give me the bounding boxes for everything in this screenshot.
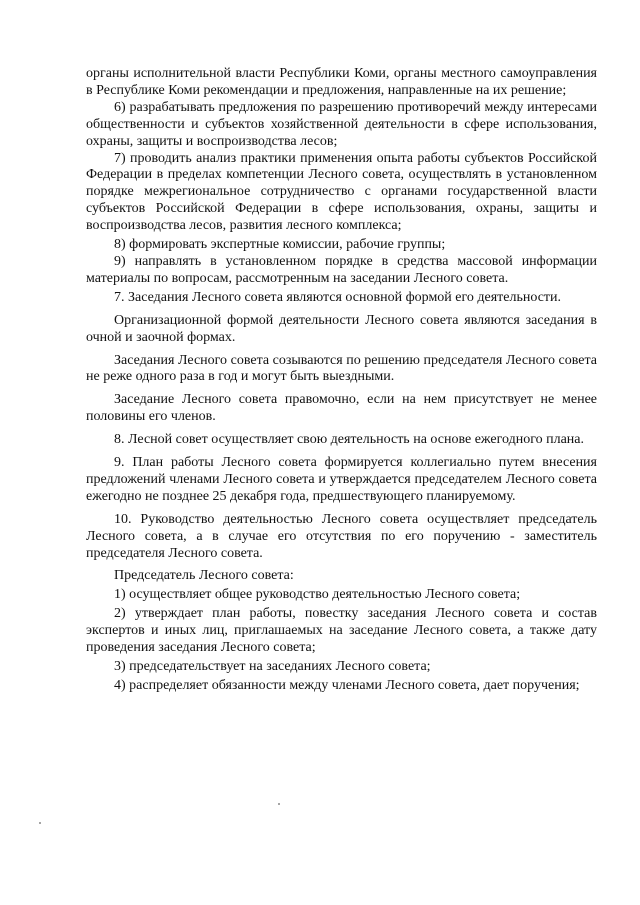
paragraph-section-7: 7. Заседания Лесного совета являются основной формой его деятельности. [114, 289, 562, 305]
paragraph-chairman-duty-3: 3) председательствует на заседаниях Лесного совета; [114, 659, 431, 674]
paragraph-organizational-form: Организационной формой деятельности Лесного совета являются заседания в очной и заочной формах. [86, 312, 597, 345]
scan-speck [278, 803, 280, 805]
paragraph-chairman-duty-1: 1) осуществляет общее руководство деятельностью Лесного совета; [114, 587, 521, 603]
scan-speck [39, 822, 41, 824]
paragraph-section-10: 10. Руководство деятельностью Лесного совета осуществляет председатель Лесного совета, а в случае его отсутствия по его поручению - заместитель председателя Лесного совета. [86, 511, 597, 561]
paragraph-chairman-heading: Председатель Лесного совета: [114, 568, 294, 584]
paragraph-chairman-duty-2: 2) утверждает план работы, повестку заседания Лесного совета и состав экспертов и иных лиц, приглашаемых на заседание Лесного совета, а также дату проведения заседания Лесного совета; [86, 606, 597, 656]
paragraph-item-8: 8) формировать экспертные комиссии, рабочие группы; [114, 237, 446, 253]
paragraph-section-9: 9. План работы Лесного совета формируется коллегиально путем внесения предложений членами Лесного совета и утверждается председателем Лесного совета ежегодно не позднее 25 декабря года, предшествующего планируемому. [86, 455, 597, 504]
document-body [86, 66, 597, 695]
paragraph-continuation: органы исполнительной власти Республики Коми, органы местного самоуправления в Республике Коми рекомендации и предложения, направленные на их решение; [86, 66, 597, 98]
paragraph-quorum: Заседание Лесного совета правомочно, если на нем присутствует не менее половины его членов. [86, 392, 597, 425]
paragraph-meetings-convened: Заседания Лесного совета созываются по решению председателя Лесного совета не реже одного раза в год и могут быть выездными. [86, 352, 597, 385]
paragraph-item-7: 7) проводить анализ практики применения опыта работы субъектов Российской Федерации в пределах компетенции Лесного совета, осуществлять в установленном порядке межрегиональное сотрудничество с органами государственной власти субъектов Российской Федерации в сфере использования, охраны, защиты и воспроизводства лесов, развития лесного комплекса; [86, 150, 597, 234]
paragraph-section-8: 8. Лесной совет осуществляет свою деятельность на основе ежегодного плана. [114, 432, 585, 448]
paragraph-item-9: 9) направлять в установленном порядке в средства массовой информации материалы по вопросам, рассмотренным на заседании Лесного совета. [86, 253, 597, 286]
paragraph-item-6: 6) разрабатывать предложения по разрешению противоречий между интересами общественности и субъектов хозяйственной деятельности в сфере использования, охраны, защиты и воспроизводства лесов; [86, 99, 597, 149]
paragraph-chairman-duty-4: 4) распределяет обязанности между членами Лесного совета, дает поручения; [114, 677, 580, 693]
